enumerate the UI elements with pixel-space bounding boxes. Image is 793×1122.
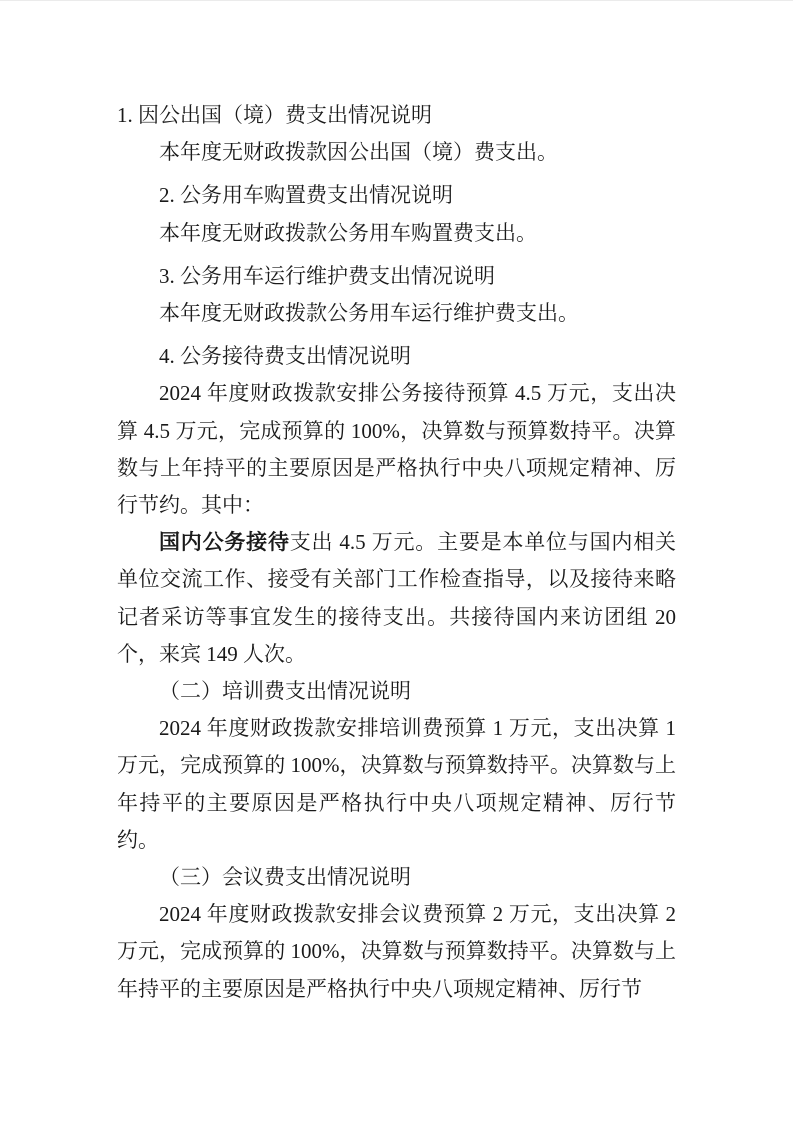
heading-travel-abroad-expense: 1. 因公出国（境）费支出情况说明 bbox=[117, 103, 432, 127]
paragraph-domestic-reception-detail bbox=[117, 524, 676, 673]
heading-vehicle-purchase-expense: 2. 公务用车购置费支出情况说明 bbox=[159, 183, 453, 208]
paragraph-vehicle-maintenance-expense: 本年度无财政拨款公务用车运行维护费支出。 bbox=[159, 301, 579, 326]
heading-vehicle-maintenance-expense: 3. 公务用车运行维护费支出情况说明 bbox=[159, 263, 495, 288]
paragraph-meeting-expense: 2024 年度财政拨款安排会议费预算 2 万元，支出决算 2 万元，完成预算的 100%，决算数与预算数持平。决算数与上年持平的主要原因是严格执行中央八项规定精神、厉行节 bbox=[117, 902, 676, 1001]
domestic-reception-bold-lead: 国内公务接待 bbox=[159, 530, 290, 555]
domestic-reception-detail-text: 支出 4.5 万元。主要是本单位与国内相关单位交流工作、接受有关部门工作检查指导，以及接待来略记者采访等事宜发生的接待支出。共接待国内来访团组 20 个，来宾 149 人次。 bbox=[117, 530, 677, 666]
paragraph-training-expense: 2024 年度财政拨款安排培训费预算 1 万元，支出决算 1 万元，完成预算的 100%，决算数与预算数持平。决算数与上年持平的主要原因是严格执行中央八项规定精神、厉行节约。 bbox=[117, 716, 676, 852]
heading-official-reception-expense: 4. 公务接待费支出情况说明 bbox=[159, 344, 411, 369]
page-top-edge-line bbox=[0, 0, 793, 1]
paragraph-travel-abroad-expense: 本年度无财政拨款因公出国（境）费支出。 bbox=[159, 140, 558, 165]
heading-meeting-expense: （三）会议费支出情况说明 bbox=[159, 865, 411, 890]
paragraph-official-reception-summary: 2024 年度财政拨款安排公务接待预算 4.5 万元，支出决算 4.5 万元，完成预算的 100%，决算数与预算数持平。决算数与上年持平的主要原因是严格执行中央八项规定精神、厉行节约。其中： bbox=[117, 381, 676, 518]
paragraph-vehicle-purchase-expense: 本年度无财政拨款公务用车购置费支出。 bbox=[159, 220, 537, 245]
heading-training-expense: （二）培训费支出情况说明 bbox=[159, 679, 411, 704]
document-text-column bbox=[117, 97, 676, 1008]
